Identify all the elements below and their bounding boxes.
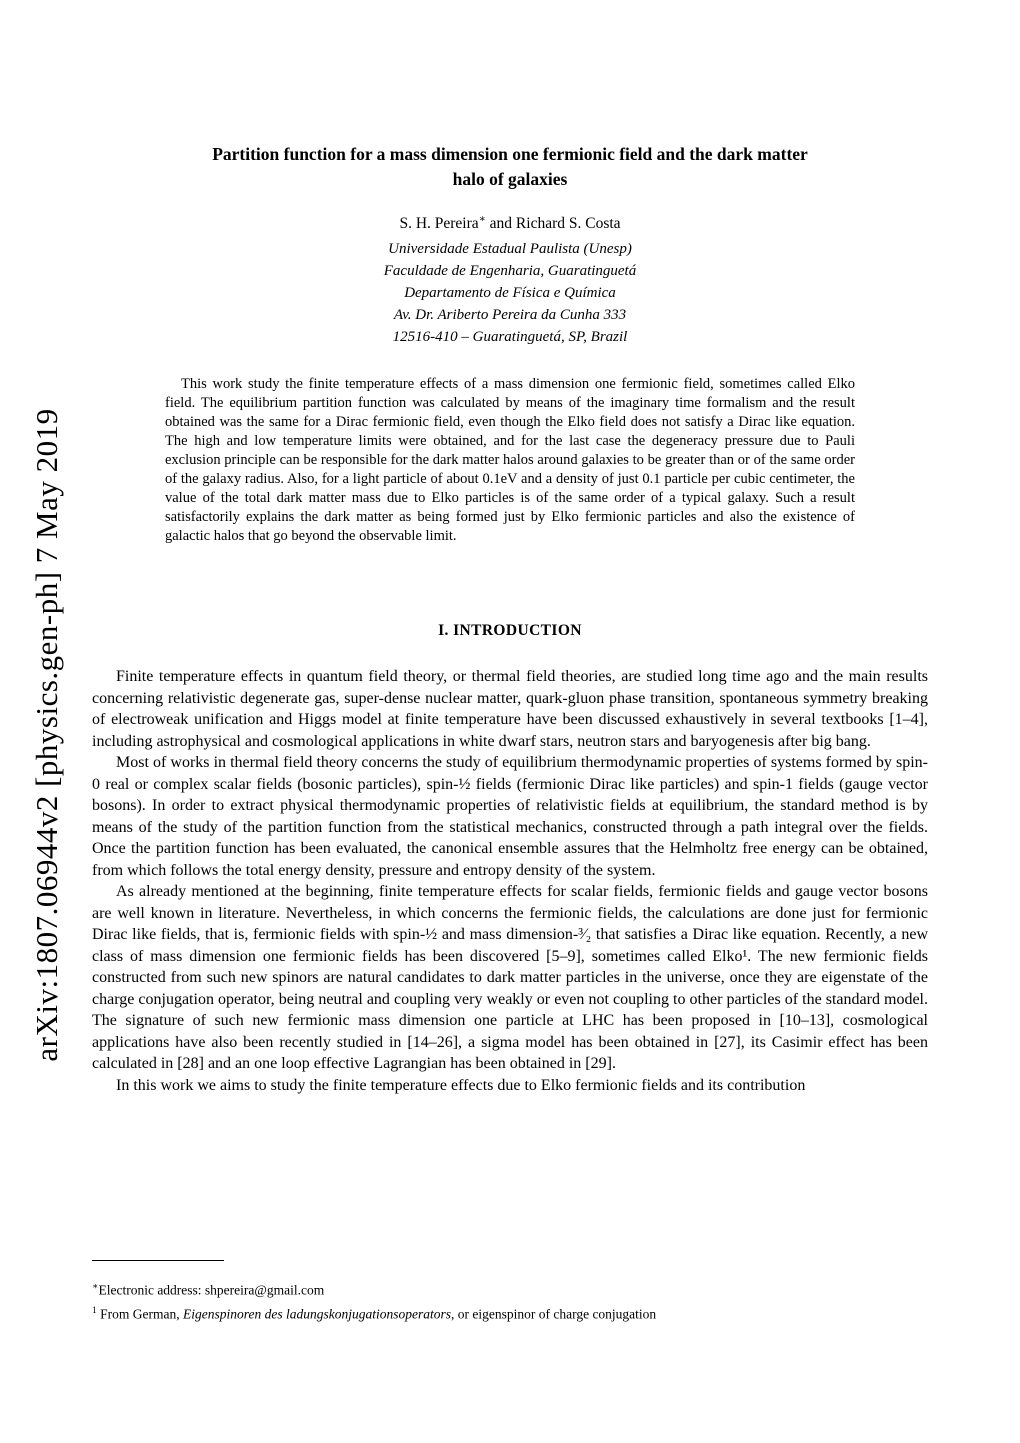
- authors-line: [92, 213, 928, 233]
- footnote-elko-german-term: Eigenspinoren des ladungskonjugationsoperators: [182, 1306, 451, 1321]
- paper-title-line-2: halo of galaxies: [452, 169, 568, 189]
- arxiv-watermark: [29, 408, 65, 1061]
- affiliation-line-city: 12516-410 – Guaratinguetá, SP, Brazil: [392, 329, 628, 346]
- footnote-email-text: Electronic address: shpereira@gmail.com: [98, 1282, 325, 1298]
- affiliation-line-department: Departamento de Física e Química: [404, 285, 616, 302]
- intro-paragraph-1: Finite temperature effects in quantum field theory, or thermal field theories, are studied long time ago and the main results concerning relativistic degenerate gas, super-dense nuclear matter, quark-gluon phase transition, spontaneous symmetry breaking of electroweak unification and Higgs model at finite temperature have been discussed exhaustively in several textbooks [1–4], including astrophysical and cosmological applications in white dwarf stars, neutron stars and baryogenesis after big bang.: [92, 668, 928, 750]
- paper-title: [92, 142, 928, 192]
- affiliation-line-faculty: Faculdade de Engenharia, Guaratinguetá: [383, 263, 637, 280]
- author-1-footnote-mark: ∗: [478, 214, 486, 225]
- intro-paragraph-2: Most of works in thermal field theory concerns the study of equilibrium thermodynamic properties of systems formed by spin-0 real or complex scalar fields (bosonic particles), spin-½ fields (fermionic Dirac like particles) and spin-1 fields (gauge vector bosons). In order to extract physical thermodynamic properties of relativistic fields at equilibrium, the standard method is by means of the study of the partition function from the statistical mechanics, constructed through a path integral over the fields. Once the partition function has been evaluated, the canonical ensemble assures that the Helmholtz free energy can be obtained, from which follows the total energy density, pressure and entropy density of the system.: [92, 754, 928, 879]
- footnote-email: [92, 1277, 928, 1301]
- footnote-separator: [92, 1260, 224, 1261]
- footnote-elko-pre: From German,: [96, 1306, 183, 1321]
- abstract-text: This work study the finite temperature effects of a mass dimension one fermionic field, sometimes called Elko field. The equilibrium partition function was calculated by means of the imaginary time formalism and the result obtained was the same for a Dirac fermionic field, even though the Elko field does not satisfy a Dirac like equation. The high and low temperature limits were obtained, and for the last case the degeneracy pressure due to Pauli exclusion principle can be responsible for the dark matter halos around galaxies to be greater than or of the same order of the galaxy radius. Also, for a light particle of about 0.1eV and a density of just 0.1 particle per cubic centimeter, the value of the total dark matter mass due to Elko particles is of the same order of a typical galaxy. Such a result satisfactorily explains the dark matter as being formed just by Elko fermionic particles and also the existence of galactic halos that go beyond the observable limit.: [165, 376, 855, 545]
- author-2-name: and Richard S. Costa: [485, 215, 621, 233]
- footnote-elko-etymology: [92, 1301, 928, 1325]
- affiliation-line-university: Universidade Estadual Paulista (Unesp): [388, 241, 632, 258]
- intro-paragraph-4: In this work we aims to study the finite temperature effects due to Elko fermionic fields and its contribution: [116, 1076, 806, 1094]
- paper-content: [92, 142, 928, 1096]
- affiliation-line-address: Av. Dr. Ariberto Pereira da Cunha 333: [393, 307, 627, 324]
- footnote-email-mark: ∗: [92, 1282, 99, 1292]
- arxiv-id-label: arXiv:1807.06944v2 [physics.gen-ph] 7 May 2019: [29, 408, 64, 1062]
- intro-paragraph-3: As already mentioned at the beginning, finite temperature effects for scalar fields, fermionic fields and gauge vector bosons are well known in literature. Nevertheless, in which concerns the fermionic fields, the calculations are done just for fermionic Dirac like fields, that is, fermionic fields with spin-½ and mass dimension-³⁄₂ that satisfies a Dirac like equation. Recently, a new class of mass dimension one fermionic fields has been discovered [5–9], sometimes called Elko¹. The new fermionic fields constructed from such new spinors are natural candidates to dark matter particles in the universe, once they are eigenstate of the charge conjugation operator, being neutral and coupling very weakly or even not coupling to other particles of the standard model. The signature of such new fermionic mass dimension one particle at LHC has been proposed in [10–13], cosmological applications have also been recently studied in [14–26], a sigma model has been obtained in [27], its Casimir effect has been calculated in [28] and an one loop effective Lagrangian has been obtained in [29].: [92, 883, 928, 1073]
- author-1-name: S. H. Pereira: [399, 215, 479, 233]
- affiliation-block: [92, 238, 928, 348]
- footnote-elko-mark: 1: [92, 1305, 97, 1316]
- section-heading-introduction: I. INTRODUCTION: [438, 622, 582, 640]
- footnote-elko-post: , or eigenspinor of charge conjugation: [450, 1306, 657, 1321]
- footnotes-block: [92, 1260, 928, 1324]
- paper-title-line-1: Partition function for a mass dimension one fermionic field and the dark matter: [212, 144, 808, 164]
